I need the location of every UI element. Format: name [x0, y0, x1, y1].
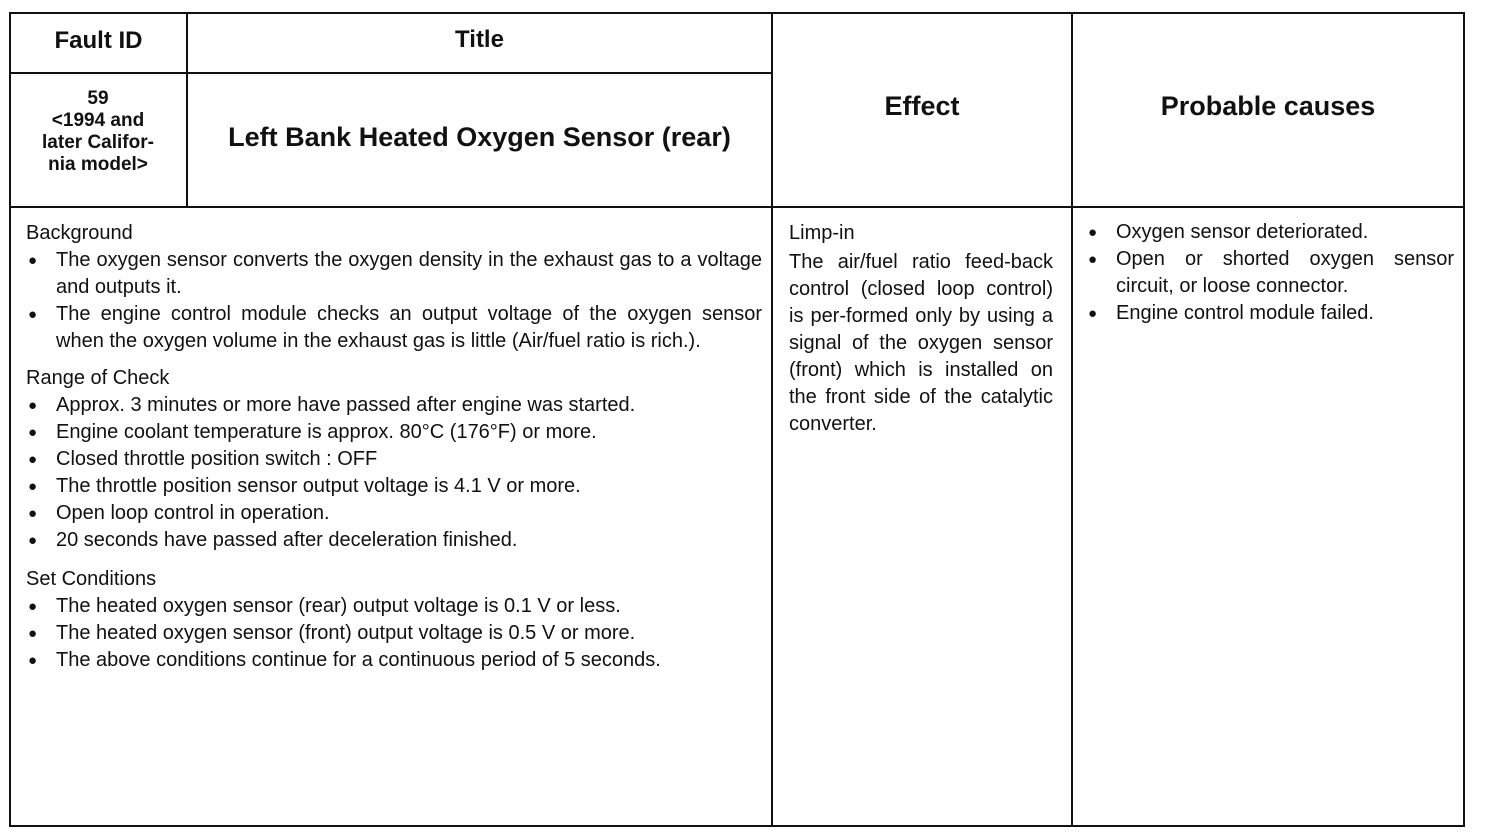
- title-header: Title: [455, 26, 504, 53]
- probable-causes-header: Probable causes: [1160, 91, 1376, 121]
- fault-title: Left Bank Heated Oxygen Sensor (rear): [228, 122, 731, 152]
- effect-text: The air/fuel ratio feed-back control (closed loop control) is per-formed only by using a signal of the oxygen sensor (front) which is installed on the front side of the catalytic converter.: [789, 251, 1053, 435]
- fault-id-number: 59: [87, 88, 109, 109]
- list-item: ● Engine coolant temperature is approx. 80°C (176°F) or more.: [26, 419, 762, 446]
- list-item: ● Open or shorted oxygen sensor circuit, or loose connector.: [1086, 246, 1454, 300]
- list-item: ● The throttle position sensor output voltage is 4.1 V or more.: [26, 473, 762, 500]
- effect-cell: [789, 220, 1053, 438]
- effect-heading: Limp-in: [789, 222, 855, 244]
- list-item: ● The above conditions continue for a continuous period of 5 seconds.: [26, 647, 762, 674]
- section-heading-set-conditions: Set Conditions: [26, 568, 157, 590]
- fault-id-note: <1994 and later Califor-nia model>: [42, 110, 154, 175]
- list-item: ● The engine control module checks an output voltage of the oxygen sensor when the oxygen volume in the exhaust gas is little (Air/fuel ratio is rich.).: [26, 301, 762, 355]
- list-item: ● Approx. 3 minutes or more have passed after engine was started.: [26, 392, 762, 419]
- list-item: ● Closed throttle position switch : OFF: [26, 446, 762, 473]
- effect-header: Effect: [884, 91, 960, 121]
- section-heading-range: Range of Check: [26, 367, 170, 389]
- section-set-conditions: [26, 566, 762, 674]
- list-item: ● The oxygen sensor converts the oxygen density in the exhaust gas to a voltage and outputs it.: [26, 247, 762, 301]
- probable-causes-cell: [1086, 219, 1454, 327]
- list-item: ● The heated oxygen sensor (rear) output voltage is 0.1 V or less.: [26, 593, 762, 620]
- col-divider-2: [771, 12, 773, 827]
- header-divider-left: [9, 72, 771, 74]
- list-item: ● 20 seconds have passed after deceleration finished.: [26, 527, 762, 554]
- fault-id-cell: [11, 88, 185, 176]
- list-item: ● Open loop control in operation.: [26, 500, 762, 527]
- header-bottom-divider: [9, 206, 1465, 208]
- fault-id-header: Fault ID: [54, 27, 143, 54]
- section-range-of-check: [26, 365, 762, 554]
- section-heading-background: Background: [26, 222, 133, 244]
- list-item: ● Oxygen sensor deteriorated.: [1086, 219, 1454, 246]
- list-item: ● The heated oxygen sensor (front) output voltage is 0.5 V or more.: [26, 620, 762, 647]
- description-cell: [26, 220, 762, 674]
- section-background: [26, 220, 762, 355]
- col-divider-3: [1071, 12, 1073, 827]
- list-item: ● Engine control module failed.: [1086, 300, 1454, 327]
